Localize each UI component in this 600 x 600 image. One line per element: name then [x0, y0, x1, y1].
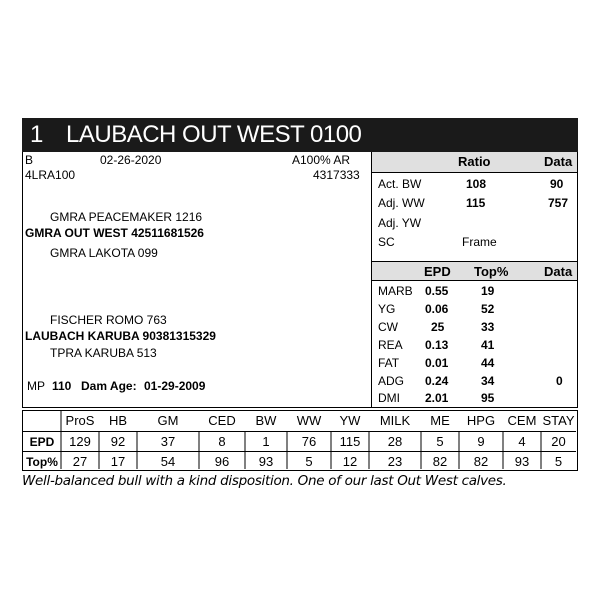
sire-dam: GMRA LAKOTA 099	[50, 246, 158, 260]
carcass-label: DMI	[378, 391, 400, 405]
carcass-header	[372, 261, 577, 281]
dam-age-label: Dam Age:	[81, 379, 137, 393]
title-bar	[22, 118, 578, 152]
carcass-epd: 2.01	[425, 391, 449, 405]
top-value: 5	[305, 454, 313, 469]
top-value: 96	[214, 454, 230, 469]
animal-name: LAUBACH OUT WEST 0100	[66, 121, 362, 148]
top-value: 12	[342, 454, 358, 469]
dam-age-value: 01-29-2009	[144, 379, 206, 393]
epd-value: 115	[339, 434, 361, 449]
top-value: 93	[258, 454, 274, 469]
epd-table	[22, 410, 578, 471]
top-value: 82	[473, 454, 489, 469]
carcass-label: YG	[378, 302, 396, 316]
carcass-label: FAT	[378, 356, 400, 370]
col-header: HB	[108, 413, 128, 428]
performance-header	[372, 152, 577, 173]
tattoo: 4LRA100	[25, 168, 76, 182]
epd-header: EPD	[424, 264, 451, 279]
carcass-epd: 25	[431, 320, 445, 334]
top-header: Top%	[474, 264, 509, 279]
perf-label: Act. BW	[378, 177, 422, 191]
comment-text: Well-balanced bull with a kind disposition. One of our last Out West calves.	[22, 473, 507, 489]
col-header: STAY	[542, 413, 575, 428]
top-value: 93	[514, 454, 530, 469]
perf-value: 115	[466, 196, 486, 210]
dam-sire: FISCHER ROMO 763	[50, 313, 167, 327]
epd-value: 37	[160, 434, 176, 449]
top-row-label: Top%	[26, 455, 58, 469]
top-value: 54	[160, 454, 176, 469]
carcass-top: 95	[481, 391, 495, 405]
top-value: 27	[72, 454, 88, 469]
carcass-data: 0	[556, 374, 563, 388]
epd-value: 76	[301, 434, 317, 449]
lot-number: 1	[30, 121, 44, 148]
epd-value: 8	[218, 434, 226, 449]
carcass-label: REA	[378, 338, 403, 352]
carcass-top: 33	[481, 320, 495, 334]
carcass-label: ADG	[378, 374, 405, 388]
sire: GMRA OUT WEST 42511681526	[25, 226, 204, 240]
carcass-epd: 0.55	[425, 284, 449, 298]
top-value: 17	[110, 454, 126, 469]
data-header: Data	[544, 154, 573, 169]
dam-dam: TPRA KARUBA 513	[50, 346, 157, 360]
carcass-epd: 0.24	[425, 374, 449, 388]
col-header: HPG	[466, 413, 496, 428]
col-header: ME	[430, 413, 450, 428]
col-header: YW	[339, 413, 361, 428]
epd-value: 129	[69, 434, 91, 449]
carcass-top: 19	[481, 284, 495, 298]
perf-data: 757	[548, 196, 569, 210]
col-header: BW	[255, 413, 277, 428]
epd-value: 1	[262, 434, 270, 449]
perf-value: 108	[466, 177, 487, 191]
perf-label: Adj. WW	[378, 196, 425, 210]
carcass-top: 41	[481, 338, 495, 352]
epd-value: 9	[477, 434, 485, 449]
col-header: CED	[208, 413, 236, 428]
epd-table-header	[23, 411, 576, 431]
sire-sire: GMRA PEACEMAKER 1216	[50, 210, 203, 224]
perf-label: Adj. YW	[378, 216, 422, 230]
mp-value: 110	[52, 379, 72, 393]
perf-data: 90	[550, 177, 564, 191]
mp-label: MP	[27, 379, 45, 393]
top-row	[23, 451, 576, 471]
carcass-epd: 0.01	[425, 356, 449, 370]
carcass-label: CW	[378, 320, 398, 334]
perf-value: Frame	[462, 235, 497, 249]
registration-type: A100% AR	[292, 153, 351, 167]
carcass-top: 52	[481, 302, 495, 316]
sex: B	[25, 153, 34, 167]
perf-label: SC	[378, 235, 395, 249]
col-header: MILK	[379, 413, 411, 428]
carcass-top: 34	[481, 374, 495, 388]
epd-row-label: EPD	[29, 435, 55, 449]
dam: LAUBACH KARUBA 90381315329	[25, 329, 216, 343]
carcass-label: MARB	[378, 284, 413, 298]
carcass-epd: 0.13	[425, 338, 449, 352]
col-header: ProS	[65, 413, 95, 428]
ratio-header: Ratio	[458, 154, 491, 169]
carcass-top: 44	[481, 356, 495, 370]
col-header: CEM	[507, 413, 537, 428]
col-header: WW	[296, 413, 322, 428]
registration-number: 4317333	[313, 168, 360, 182]
epd-value: 92	[110, 434, 126, 449]
top-value: 5	[554, 454, 563, 469]
birth-date: 02-26-2020	[100, 153, 162, 167]
epd-row	[23, 431, 576, 451]
carcass-epd: 0.06	[425, 302, 449, 316]
epd-value: 28	[387, 434, 403, 449]
epd-value: 4	[518, 434, 526, 449]
top-value: 23	[387, 454, 403, 469]
carcass-data-header: Data	[544, 264, 573, 279]
top-value: 82	[432, 454, 448, 469]
epd-value: 5	[436, 434, 444, 449]
epd-value: 20	[551, 434, 566, 449]
col-header: GM	[157, 413, 179, 428]
